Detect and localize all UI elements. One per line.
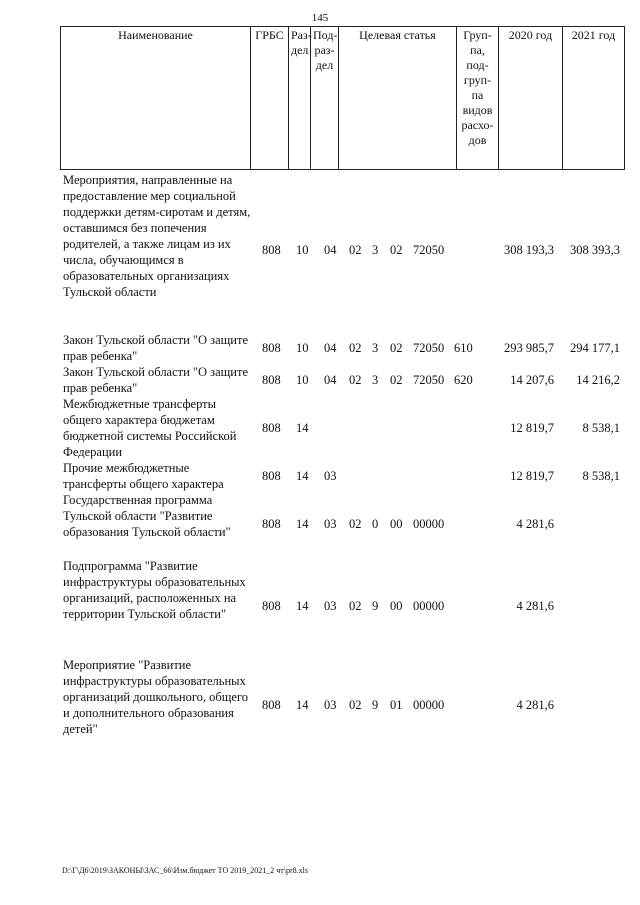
row-cs4: 72050 <box>413 373 445 387</box>
row-name: Прочие межбюджетные трансферты общего характера <box>63 461 224 491</box>
table-row <box>0 558 640 642</box>
row-2021: 8 538,1 <box>582 421 620 435</box>
header-target: Целевая статья <box>339 27 457 170</box>
row-razdel: 14 <box>296 469 309 483</box>
row-2020: 4 281,6 <box>516 698 554 712</box>
row-name: Государственная программа Тульской области "Развитие образования Тульской области" <box>63 493 231 539</box>
row-cs2: 0 <box>372 517 379 531</box>
row-cs4: 00000 <box>413 599 445 613</box>
row-2021: 14 216,2 <box>576 373 620 387</box>
row-cs1: 02 <box>349 599 362 613</box>
row-2020: 308 193,3 <box>504 243 554 257</box>
header-grbs: ГРБС <box>251 27 289 170</box>
row-grbs: 808 <box>262 698 281 712</box>
table-row <box>0 492 640 552</box>
row-grbs: 808 <box>262 243 281 257</box>
table-row <box>0 657 640 757</box>
table-row <box>0 172 640 302</box>
row-cs2: 3 <box>372 373 379 387</box>
table-row <box>0 332 640 364</box>
row-razdel: 10 <box>296 243 309 257</box>
row-cs1: 02 <box>349 517 362 531</box>
row-2021: 294 177,1 <box>570 341 620 355</box>
row-2021: 308 393,3 <box>570 243 620 257</box>
row-cs3: 01 <box>390 698 403 712</box>
row-name: Закон Тульской области "О защите прав ребенка" <box>63 365 248 395</box>
table-row <box>0 396 640 460</box>
row-cs3: 02 <box>390 341 403 355</box>
row-grbs: 808 <box>262 599 281 613</box>
row-cs1: 02 <box>349 341 362 355</box>
header-razdel: Раз- дел <box>289 27 311 170</box>
header-2021: 2021 год <box>563 27 625 170</box>
row-podrazdel: 03 <box>324 698 337 712</box>
row-name: Мероприятие "Развитие инфраструктуры образовательных организаций дошкольного, общего и дополнительного образования детей" <box>63 658 249 736</box>
row-razdel: 14 <box>296 698 309 712</box>
row-cs1: 02 <box>349 373 362 387</box>
file-path-footer: D:\Г\Д6\2019\ЗАКОНЫ\ЗАС_66\Изм.бюджет ТО 2019_2021_2 чт\pr8.xls <box>62 866 308 875</box>
row-2020: 12 819,7 <box>510 421 554 435</box>
row-2020: 293 985,7 <box>504 341 554 355</box>
row-podrazdel: 04 <box>324 243 337 257</box>
row-2020: 4 281,6 <box>516 599 554 613</box>
row-cs2: 9 <box>372 698 379 712</box>
row-grbs: 808 <box>262 469 281 483</box>
table-header <box>60 26 625 170</box>
row-cs2: 9 <box>372 599 379 613</box>
row-grbs: 808 <box>262 421 281 435</box>
row-cs3: 02 <box>390 243 403 257</box>
table-row <box>0 460 640 492</box>
row-razdel: 10 <box>296 373 309 387</box>
row-cs1: 02 <box>349 698 362 712</box>
row-cs4: 72050 <box>413 243 445 257</box>
row-podrazdel: 03 <box>324 599 337 613</box>
table-row <box>0 364 640 396</box>
row-2020: 12 819,7 <box>510 469 554 483</box>
row-2021: 8 538,1 <box>582 469 620 483</box>
row-name: Межбюджетные трансферты общего характера бюджетам бюджетной системы Российской Федерации <box>63 397 237 459</box>
row-cs3: 00 <box>390 517 403 531</box>
row-podrazdel: 03 <box>324 469 337 483</box>
row-cs3: 00 <box>390 599 403 613</box>
row-podrazdel: 03 <box>324 517 337 531</box>
row-2020: 4 281,6 <box>516 517 554 531</box>
row-razdel: 14 <box>296 421 309 435</box>
row-cs4: 00000 <box>413 698 445 712</box>
header-podrazdel: Под- раз- дел <box>311 27 339 170</box>
row-vid: 620 <box>454 373 473 387</box>
row-cs4: 00000 <box>413 517 445 531</box>
row-name: Мероприятия, направленные на предоставление мер социальной поддержки детям-сиротам и детям, оставшимся без попечения родителей, а также лицам из их числа, обучающимся в образовательных организациях Тульской области <box>63 173 251 299</box>
row-cs1: 02 <box>349 243 362 257</box>
page-number: 145 <box>311 12 329 24</box>
row-cs4: 72050 <box>413 341 445 355</box>
header-2020: 2020 год <box>499 27 563 170</box>
header-group: Груп- па, под- груп- па видов расхо- дов <box>457 27 499 170</box>
row-razdel: 14 <box>296 599 309 613</box>
row-razdel: 10 <box>296 341 309 355</box>
row-cs2: 3 <box>372 341 379 355</box>
row-razdel: 14 <box>296 517 309 531</box>
row-grbs: 808 <box>262 517 281 531</box>
row-2020: 14 207,6 <box>510 373 554 387</box>
row-vid: 610 <box>454 341 473 355</box>
row-cs2: 3 <box>372 243 379 257</box>
row-grbs: 808 <box>262 373 281 387</box>
row-name: Закон Тульской области "О защите прав ребенка" <box>63 333 248 363</box>
row-name: Подпрограмма "Развитие инфраструктуры образовательных организаций, расположенных на территории Тульской области" <box>63 559 246 621</box>
row-cs3: 02 <box>390 373 403 387</box>
header-name: Наименование <box>61 27 251 170</box>
row-podrazdel: 04 <box>324 373 337 387</box>
row-grbs: 808 <box>262 341 281 355</box>
row-podrazdel: 04 <box>324 341 337 355</box>
